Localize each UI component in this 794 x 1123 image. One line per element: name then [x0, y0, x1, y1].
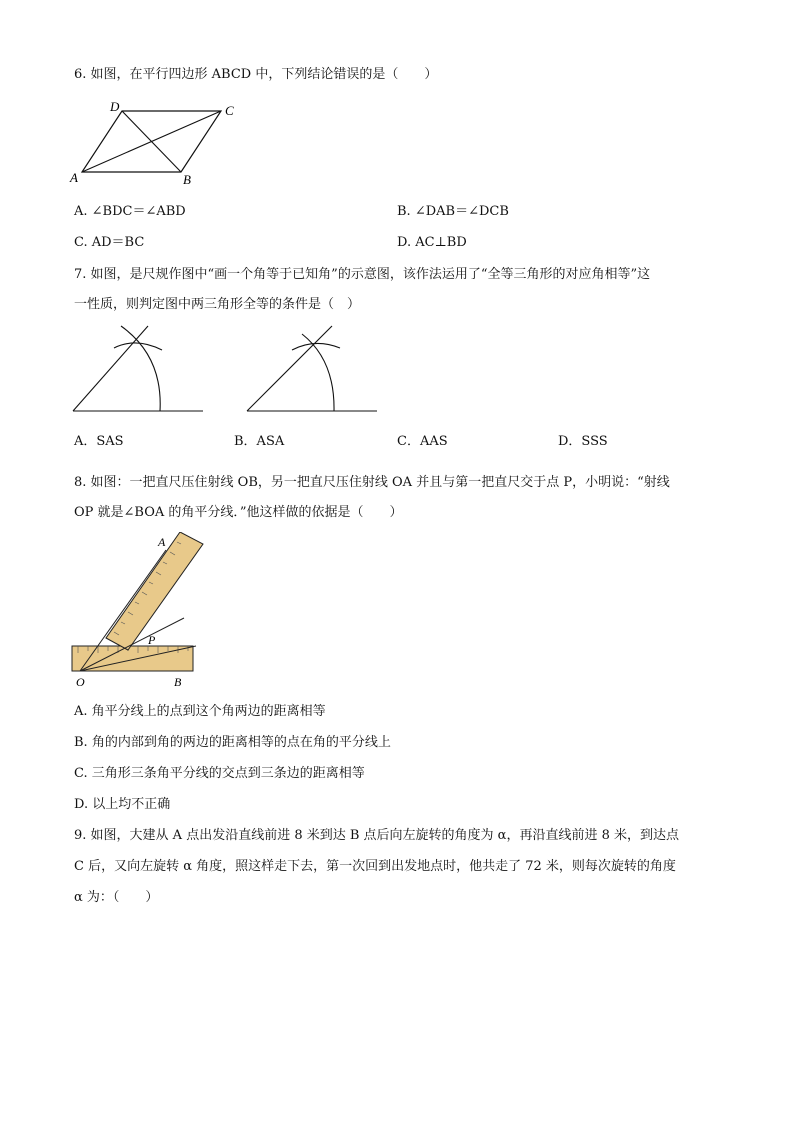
q6-option-b: B. ∠DAB＝∠DCB	[397, 204, 509, 219]
q7-option-a: A．SAS	[74, 434, 124, 449]
q6-parallelogram-figure	[66, 96, 246, 188]
q7-option-b: B．ASA	[234, 434, 285, 449]
q7-stem-line2: 一性质，则判定图中两三角形全等的条件是（ ）	[74, 297, 361, 312]
q7-option-c: C．AAS	[397, 434, 448, 449]
q8-label-p: P	[148, 633, 156, 647]
q6-option-d: D. AC⊥BD	[397, 235, 467, 250]
q6-option-a: A. ∠BDC＝∠ABD	[74, 204, 186, 219]
q7-construction-figure-left	[66, 320, 206, 420]
q6-stem: 6. 如图，在平行四边形 ABCD 中，下列结论错误的是（ ）	[74, 67, 438, 82]
q9-stem-line2: C 后，又向左旋转 α 角度，照这样走下去，第一次回到出发地点时，他共走了 72 米，则每次旋转的角度	[74, 859, 676, 874]
q8-option-b: B. 角的内部到角的两边的距离相等的点在角的平分线上	[74, 735, 391, 750]
q6-label-a: A	[70, 170, 78, 185]
q7-stem-line1: 7. 如图，是尺规作图中“画一个角等于已知角”的示意图，该作法运用了“全等三角形的对应角相等”这	[74, 267, 651, 282]
q8-option-a: A. 角平分线上的点到这个角两边的距离相等	[74, 704, 326, 719]
q8-option-d: D. 以上均不正确	[74, 797, 171, 812]
q8-ruler-figure	[66, 532, 206, 692]
q9-stem-line1: 9. 如图，大建从 A 点出发沿直线前进 8 米到达 B 点后向左旋转的角度为 α，再沿直线前进 8 米，到达点	[74, 828, 679, 843]
q8-stem-line2: OP 就是∠BOA 的角平分线．”他这样做的依据是（ ）	[74, 505, 403, 520]
q6-label-c: C	[225, 103, 234, 118]
q8-label-a: A	[158, 535, 166, 549]
q6-label-d: D	[110, 99, 120, 114]
q8-option-c: C. 三角形三条角平分线的交点到三条边的距离相等	[74, 766, 365, 781]
q7-option-d: D．SSS	[558, 434, 608, 449]
q6-label-b: B	[183, 172, 191, 187]
q8-stem-line1: 8. 如图：一把直尺压住射线 OB，另一把直尺压住射线 OA 并且与第一把直尺交于点 P，小明说：“射线	[74, 475, 670, 490]
q7-construction-figure-right	[240, 320, 380, 420]
q8-label-o: O	[76, 675, 85, 689]
q9-stem-line3: α 为：（ ）	[74, 890, 159, 905]
q6-option-c: C. AD＝BC	[74, 235, 145, 250]
q8-label-b: B	[174, 675, 182, 689]
